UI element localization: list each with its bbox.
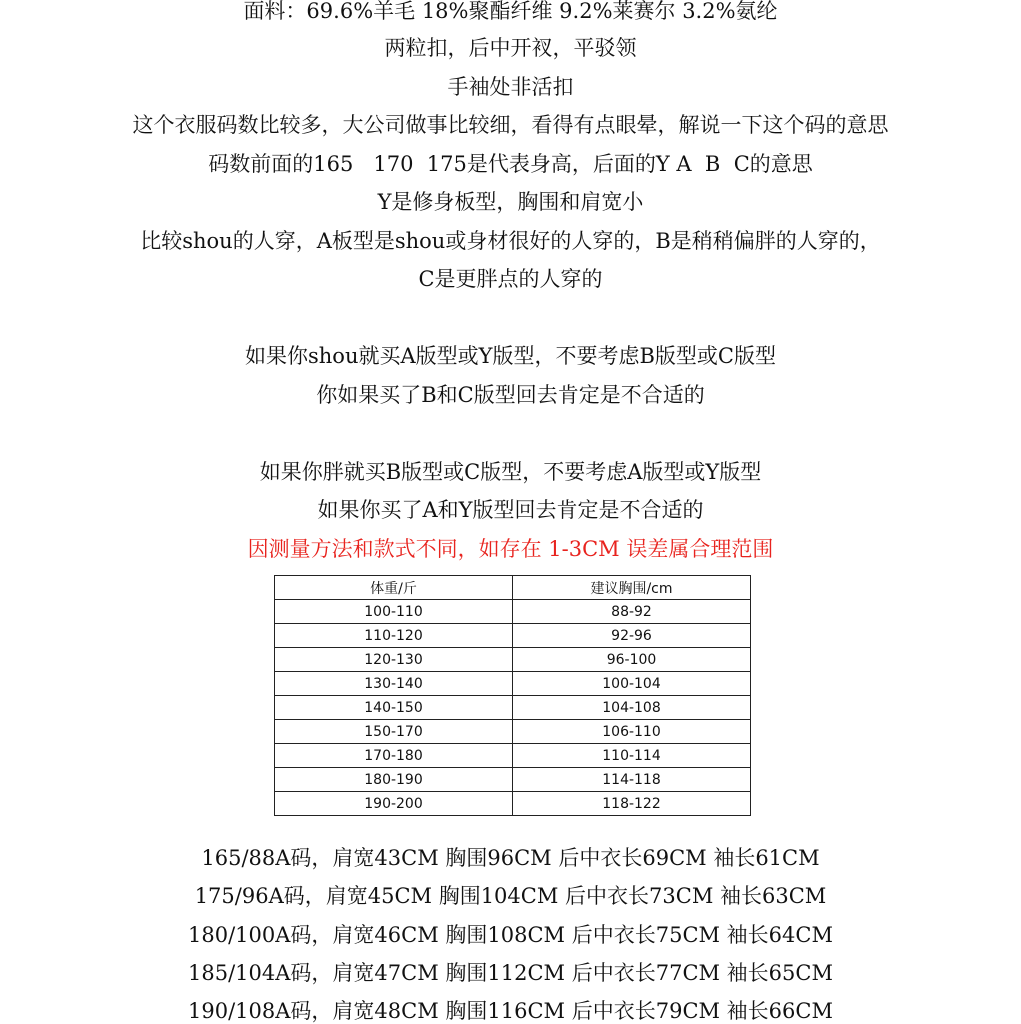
weight-chest-table (274, 575, 751, 816)
table-row (275, 792, 751, 816)
chest-cell: 96-100 (513, 648, 751, 672)
chest-cell: 118-122 (513, 792, 751, 816)
advice-fat-1: 如果你胖就买B版型或C版型，不要考虑A版型或Y版型 (259, 460, 762, 484)
table-row (275, 720, 751, 744)
chest-cell: 110-114 (513, 744, 751, 768)
weight-cell: 190-200 (275, 792, 513, 816)
table-row (275, 744, 751, 768)
advice-fat-2: 如果你买了A和Y版型回去肯定是不合适的 (317, 498, 704, 522)
weight-cell: 130-140 (275, 672, 513, 696)
size-spec-165: 165/88A码，肩宽43CM 胸围96CM 后中衣长69CM 袖长61CM (201, 846, 820, 870)
chest-cell: 104-108 (513, 696, 751, 720)
chest-cell: 106-110 (513, 720, 751, 744)
advice-thin-1: 如果你shou就买A版型或Y版型，不要考虑B版型或C版型 (245, 344, 776, 368)
size-spec-180: 180/100A码，肩宽46CM 胸围108CM 后中衣长75CM 袖长64CM (188, 923, 833, 947)
table-row (275, 672, 751, 696)
table-row (275, 768, 751, 792)
header-weight: 体重/斤 (275, 576, 513, 600)
table-header-row (275, 576, 751, 600)
table-row (275, 600, 751, 624)
weight-cell: 100-110 (275, 600, 513, 624)
table-row (275, 624, 751, 648)
abc-fit-desc: 比较shou的人穿，A板型是shou或身材很好的人穿的，B是稍稍偏胖的人穿的， (140, 229, 881, 253)
chest-cell: 100-104 (513, 672, 751, 696)
size-explain-intro: 这个衣服码数比较多，大公司做事比较细，看得有点眼晕，解说一下这个码的意思 (132, 113, 889, 137)
weight-cell: 170-180 (275, 744, 513, 768)
weight-cell: 150-170 (275, 720, 513, 744)
button-vent-lapel: 两粒扣，后中开衩，平驳领 (384, 36, 637, 60)
weight-cell: 180-190 (275, 768, 513, 792)
cuff-note: 手袖处非活扣 (447, 75, 574, 99)
size-spec-175: 175/96A码，肩宽45CM 胸围104CM 后中衣长73CM 袖长63CM (194, 884, 827, 908)
header-chest: 建议胸围/cm (513, 576, 751, 600)
size-spec-190: 190/108A码，肩宽48CM 胸围116CM 后中衣长79CM 袖长66CM (188, 999, 833, 1023)
weight-cell: 110-120 (275, 624, 513, 648)
weight-cell: 140-150 (275, 696, 513, 720)
table-row (275, 696, 751, 720)
size-meaning: 码数前面的165 170 175是代表身高，后面的Y A B C的意思 (208, 152, 813, 176)
chest-cell: 114-118 (513, 768, 751, 792)
chest-cell: 92-96 (513, 624, 751, 648)
table-row (275, 648, 751, 672)
c-fit-desc: C是更胖点的人穿的 (418, 267, 603, 291)
y-fit-desc: Y是修身板型，胸围和肩宽小 (377, 190, 644, 214)
measurement-error-note: 因测量方法和款式不同，如存在 1-3CM 误差属合理范围 (247, 537, 774, 561)
size-spec-185: 185/104A码，肩宽47CM 胸围112CM 后中衣长77CM 袖长65CM (188, 961, 833, 985)
fabric-composition: 面料：69.6%羊毛 18%聚酯纤维 9.2%莱赛尔 3.2%氨纶 (243, 0, 778, 23)
weight-cell: 120-130 (275, 648, 513, 672)
advice-thin-2: 你如果买了B和C版型回去肯定是不合适的 (316, 383, 705, 407)
chest-cell: 88-92 (513, 600, 751, 624)
